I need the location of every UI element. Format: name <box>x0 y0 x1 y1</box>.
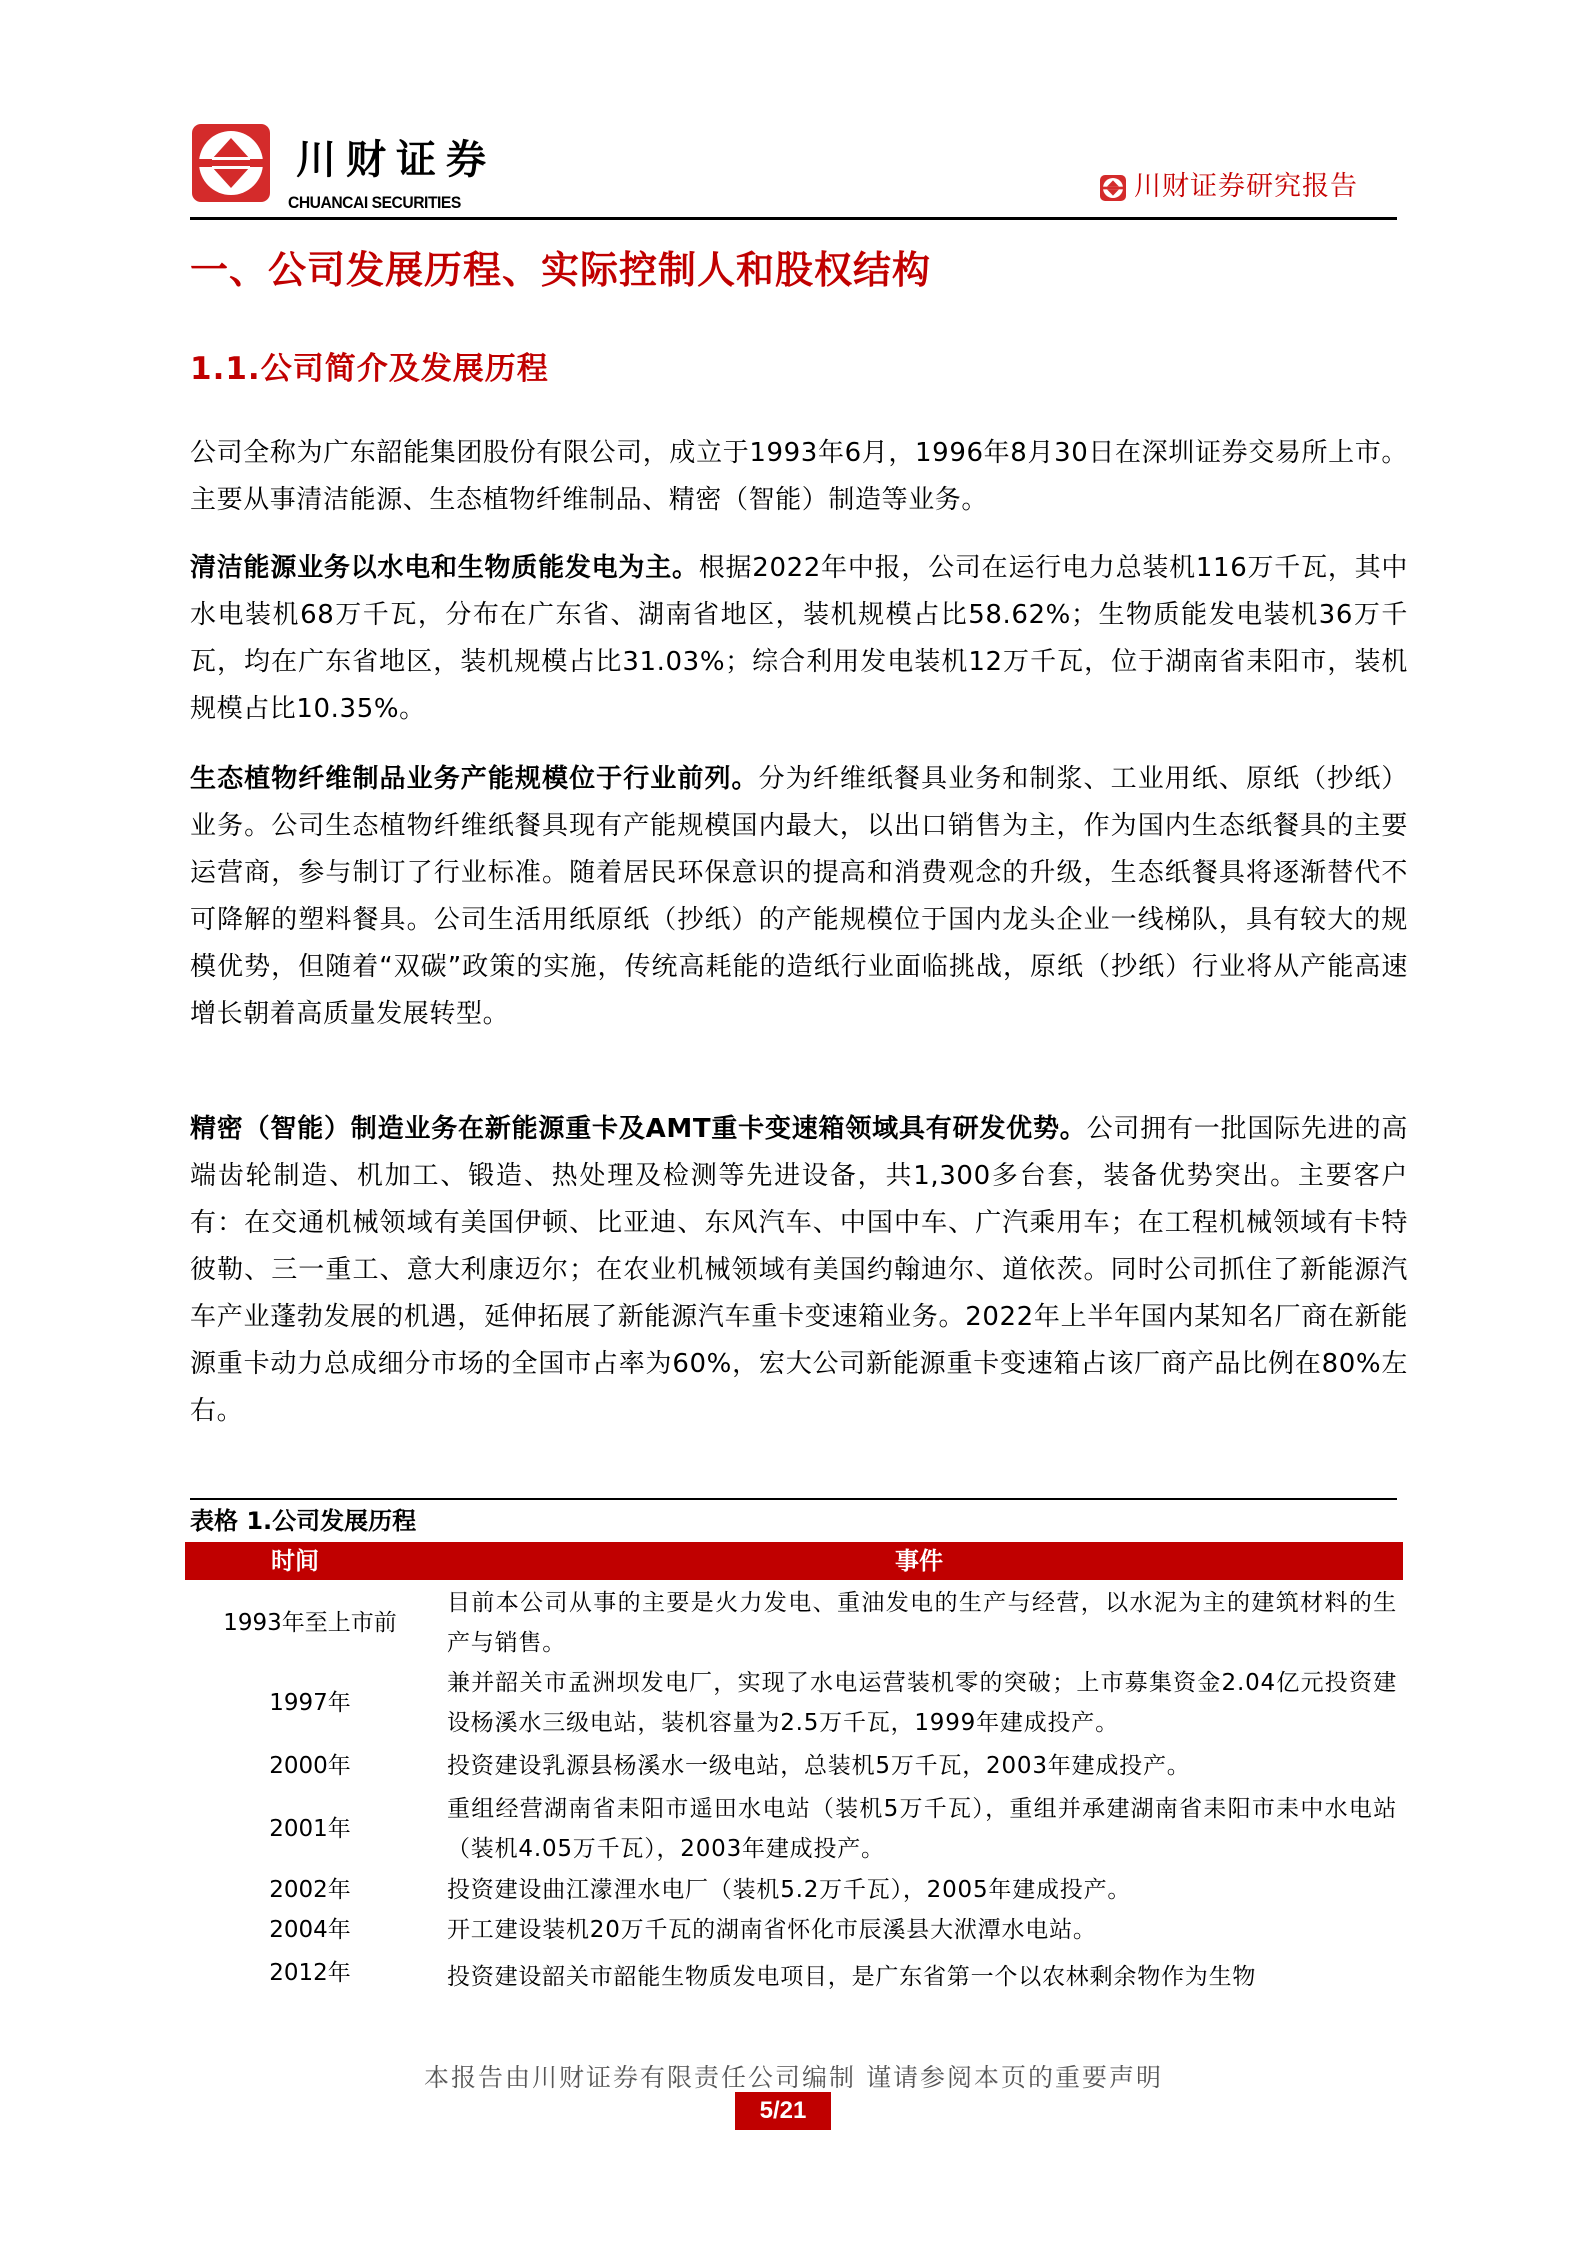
subsection-heading: 1.1.公司简介及发展历程 <box>190 351 549 387</box>
chuancai-logo-icon <box>192 124 270 202</box>
row-time: 1997年 <box>269 1690 351 1716</box>
row-event: 开工建设装机20万千瓦的湖南省怀化市辰溪县大洑潭水电站。 <box>447 1917 1097 1943</box>
paragraph-body: 公司全称为广东韶能集团股份有限公司，成立于1993年6月，1996年8月30日在深圳证券交易所上市。主要从事清洁能源、生态植物纤维制品、精密（智能）制造等业务。 <box>190 438 1408 515</box>
paragraph-body: 公司拥有一批国际先进的高端齿轮制造、机加工、锻造、热处理及检测等先进设备，共1,300多台套，装备优势突出。主要客户有：在交通机械领域有美国伊顿、比亚迪、东风汽车、中国中车、广汽乘用车；在工程机械领域有卡特彼勒、三一重工、意大利康迈尔；在农业机械领域有美国约翰迪尔、道依茨。同时公司抓住了新能源汽车产业蓬勃发展的机遇，延伸拓展了新能源汽车重卡变速箱业务。2022年上半年国内某知名厂商在新能源重卡动力总成细分市场的全国市占率为60%，宏大公司新能源重卡变速箱占该厂商产品比例在80%左右。 <box>190 1114 1408 1426</box>
page-number: 5/21 <box>735 2092 831 2130</box>
row-event: 投资建设韶关市韶能生物质发电项目，是广东省第一个以农林剩余物作为生物 <box>447 1964 1257 1990</box>
row-time: 2001年 <box>269 1816 351 1842</box>
paragraph-body: 根据2022年中报，公司在运行电力总装机116万千瓦，其中水电装机68万千瓦，分布在广东省、湖南省地区，装机规模占比58.62%；生物质能发电装机36万千瓦，均在广东省地区，装机规模占比31.03%；综合利用发电装机12万千瓦，位于湖南省耒阳市，装机规模占比10.35%。 <box>190 553 1408 724</box>
row-time: 2004年 <box>269 1917 351 1943</box>
paragraph-precision-manufacturing <box>190 1106 1408 1435</box>
row-time: 2000年 <box>269 1753 351 1779</box>
paragraph-lead: 精密（智能）制造业务在新能源重卡及AMT重卡变速箱领域具有研发优势。 <box>190 1114 1087 1144</box>
table-row <box>185 1957 1403 1997</box>
row-time: 2012年 <box>269 1960 351 1986</box>
section-heading: 一、公司发展历程、实际控制人和股权结构 <box>190 248 932 292</box>
column-header-time: 时间 <box>271 1547 319 1575</box>
table-row <box>185 1746 1403 1786</box>
report-series-title: 川财证券研究报告 <box>1134 171 1358 202</box>
table-row <box>185 1910 1403 1950</box>
footer-disclaimer: 本报告由川财证券有限责任公司编制 谨请参阅本页的重要声明 <box>424 2063 1163 2092</box>
table-row <box>185 1583 1403 1663</box>
paragraph-clean-energy <box>190 545 1408 733</box>
table-caption-divider <box>190 1498 1397 1500</box>
row-time: 1993年至上市前 <box>223 1610 397 1636</box>
row-event: 投资建设乳源县杨溪水一级电站，总装机5万千瓦，2003年建成投产。 <box>447 1753 1191 1779</box>
row-time: 2002年 <box>269 1877 351 1903</box>
paragraph-fiber-products <box>190 756 1408 1038</box>
paragraph-body: 分为纤维纸餐具业务和制浆、工业用纸、原纸（抄纸）业务。公司生态植物纤维纸餐具现有产能规模国内最大，以出口销售为主，作为国内生态纸餐具的主要运营商，参与制订了行业标准。随着居民环保意识的提高和消费观念的升级，生态纸餐具将逐渐替代不可降解的塑料餐具。公司生活用纸原纸（抄纸）的产能规模位于国内龙头企业一线梯队，具有较大的规模优势，但随着“双碳”政策的实施，传统高耗能的造纸行业面临挑战，原纸（抄纸）行业将从产能高速增长朝着高质量发展转型。 <box>190 764 1408 1029</box>
header-divider <box>190 217 1397 220</box>
row-event: 兼并韶关市孟洲坝发电厂，实现了水电运营装机零的突破；上市募集资金2.04亿元投资建设杨溪水三级电站，装机容量为2.5万千瓦，1999年建成投产。 <box>447 1670 1397 1736</box>
table-caption: 表格 1.公司发展历程 <box>190 1507 417 1535</box>
row-event: 投资建设曲江濛浬水电厂（装机5.2万千瓦），2005年建成投产。 <box>447 1877 1132 1903</box>
table-row <box>185 1789 1403 1869</box>
table-row <box>185 1870 1403 1910</box>
row-event: 重组经营湖南省耒阳市遥田水电站（装机5万千瓦），重组并承建湖南省耒阳市耒中水电站（装机4.05万千瓦），2003年建成投产。 <box>447 1796 1397 1862</box>
row-event: 目前本公司从事的主要是火力发电、重油发电的生产与经营，以水泥为主的建筑材料的生产与销售。 <box>447 1590 1397 1656</box>
brand-name-en: CHUANCAI SECURITIES <box>288 193 461 212</box>
brand-name-cn: 川财证券 <box>296 137 496 183</box>
report-logo-icon <box>1100 175 1126 201</box>
paragraph-company-intro <box>190 430 1408 524</box>
table-row <box>185 1663 1403 1743</box>
paragraph-lead: 清洁能源业务以水电和生物质能发电为主。 <box>190 553 699 583</box>
table-header <box>185 1542 1403 1580</box>
column-header-event: 事件 <box>895 1547 943 1575</box>
paragraph-lead: 生态植物纤维制品业务产能规模位于行业前列。 <box>190 764 759 794</box>
